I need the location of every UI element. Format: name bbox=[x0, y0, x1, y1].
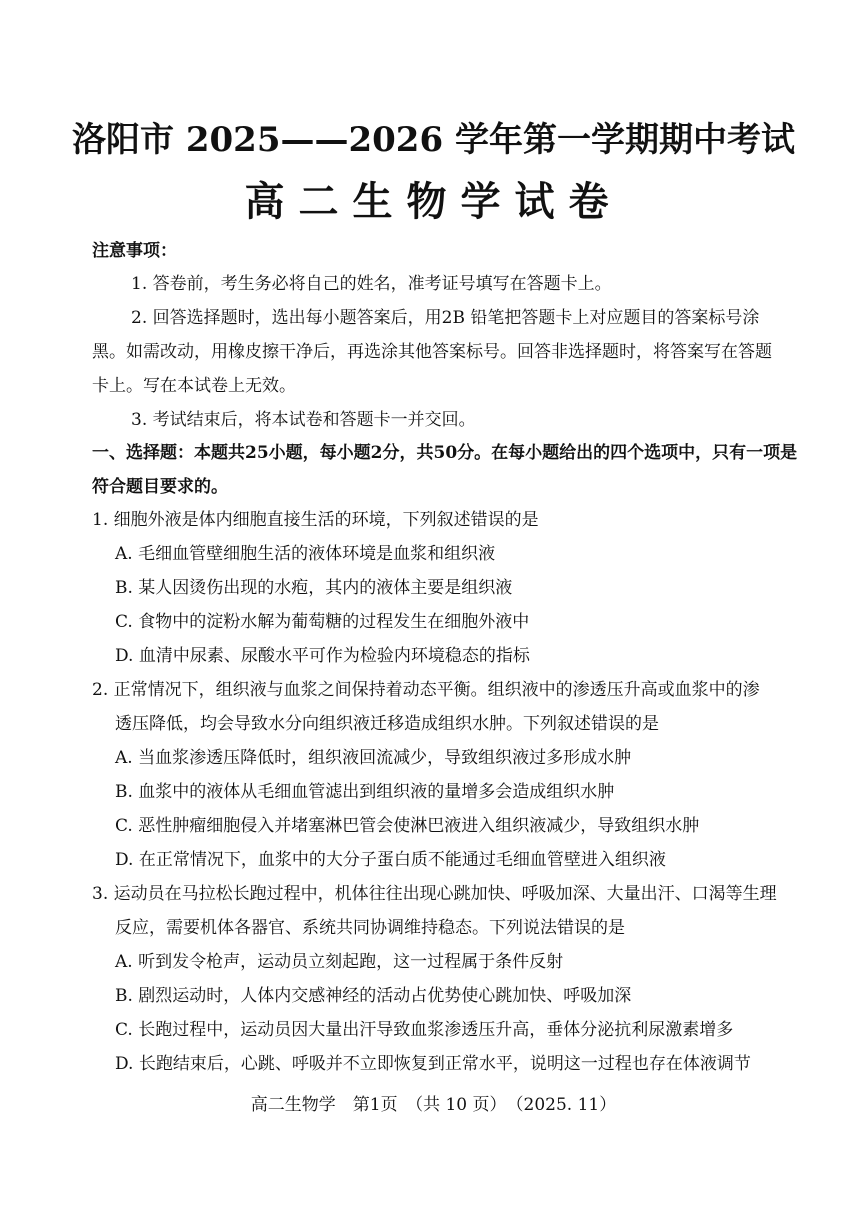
question-stem: 反应，需要机体各器官、系统共同协调维持稳态。下列说法错误的是 bbox=[115, 918, 625, 938]
question-option: A. 当血浆渗透压降低时，组织液回流减少，导致组织液过多形成水肿 bbox=[115, 748, 632, 768]
question-option: A. 听到发令枪声，运动员立刻起跑，这一过程属于条件反射 bbox=[115, 952, 564, 972]
notice-item: 黑。如需改动，用橡皮擦干净后，再选涂其他答案标号。回答非选择题时，将答案写在答题 bbox=[92, 342, 772, 362]
notice-item: 3. 考试结束后，将本试卷和答题卡一并交回。 bbox=[131, 410, 476, 430]
notice-item: 2. 回答选择题时，选出每小题答案后，用2B 铅笔把答题卡上对应题目的答案标号涂 bbox=[131, 308, 760, 328]
question-option: D. 血清中尿素、尿酸水平可作为检验内环境稳态的指标 bbox=[115, 646, 530, 666]
exam-title: 洛阳市 2025——2026 学年第一学期期中考试 bbox=[72, 120, 795, 160]
question-option: B. 某人因烫伤出现的水疱，其内的液体主要是组织液 bbox=[115, 578, 513, 598]
notice-heading: 注意事项： bbox=[92, 241, 177, 261]
question-stem: 透压降低，均会导致水分向组织液迁移造成组织水肿。下列叙述错误的是 bbox=[115, 714, 659, 734]
page-footer: 高二生物学 第1页 （共 10 页） （2025. 11） bbox=[250, 1095, 617, 1115]
paper-subtitle: 高二生物学试卷 bbox=[244, 178, 623, 225]
question-option: B. 血浆中的液体从毛细血管滤出到组织液的量增多会造成组织水肿 bbox=[115, 782, 615, 802]
section-heading: 一、选择题：本题共25小题，每小题2分，共50分。在每小题给出的四个选项中，只有一项是 bbox=[92, 443, 798, 463]
question-option: A. 毛细血管壁细胞生活的液体环境是血浆和组织液 bbox=[115, 544, 496, 564]
question-stem: 3. 运动员在马拉松长跑过程中，机体往往出现心跳加快、呼吸加深、大量出汗、口渴等生理 bbox=[92, 884, 777, 904]
notice-item: 卡上。写在本试卷上无效。 bbox=[92, 376, 296, 396]
question-option: D. 长跑结束后，心跳、呼吸并不立即恢复到正常水平，说明这一过程也存在体液调节 bbox=[115, 1054, 751, 1074]
question-stem: 2. 正常情况下，组织液与血浆之间保持着动态平衡。组织液中的渗透压升高或血浆中的渗 bbox=[92, 680, 760, 700]
question-option: C. 长跑过程中，运动员因大量出汗导致血浆渗透压升高，垂体分泌抗利尿激素增多 bbox=[115, 1020, 734, 1040]
question-option: C. 食物中的淀粉水解为葡萄糖的过程发生在细胞外液中 bbox=[115, 612, 530, 632]
notice-item: 1. 答卷前，考生务必将自己的姓名，准考证号填写在答题卡上。 bbox=[131, 274, 612, 294]
question-option: D. 在正常情况下，血浆中的大分子蛋白质不能通过毛细血管壁进入组织液 bbox=[115, 850, 666, 870]
section-heading: 符合题目要求的。 bbox=[92, 477, 228, 497]
question-option: B. 剧烈运动时，人体内交感神经的活动占优势使心跳加快、呼吸加深 bbox=[115, 986, 632, 1006]
question-option: C. 恶性肿瘤细胞侵入并堵塞淋巴管会使淋巴液进入组织液减少，导致组织水肿 bbox=[115, 816, 700, 836]
question-stem: 1. 细胞外液是体内细胞直接生活的环境，下列叙述错误的是 bbox=[92, 510, 539, 530]
